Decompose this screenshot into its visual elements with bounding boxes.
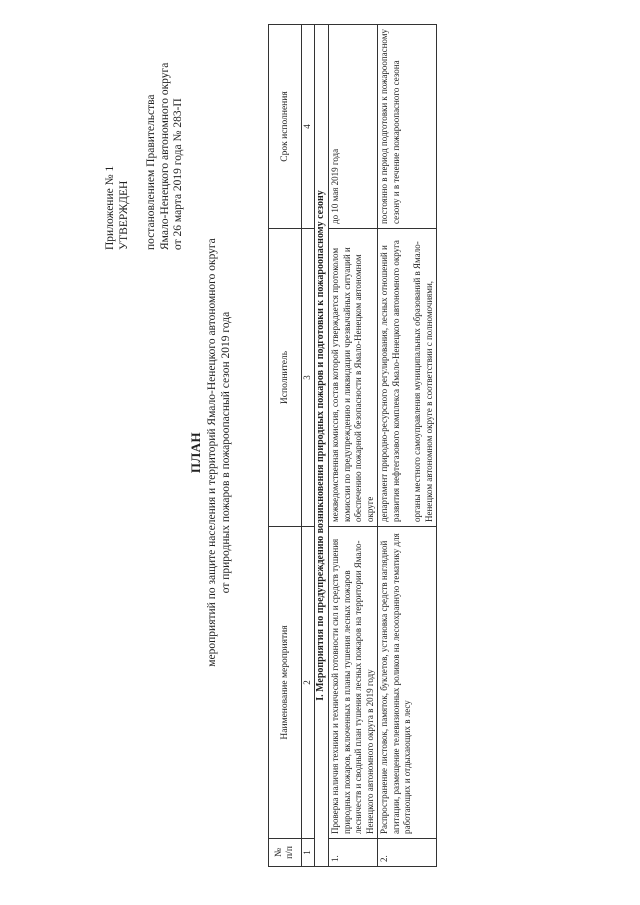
decree-line: Ямало-Ненецкого автономного округа [158,62,171,250]
row-number: 2. [378,839,437,867]
column-number: 2 [302,527,315,839]
executor: органы местного самоуправления муниципальных образований в Ямало-Ненецком автономном округе в соответствии с полномочиями, [412,241,434,522]
deadline: постоянно в период подготовки к пожароопасному сезону и в течение пожароопасного сезона [378,25,437,229]
column-number: 4 [302,25,315,229]
plan-subtitle: от природных пожаров в пожароопасный сезон 2019 года [220,311,232,594]
table-row [378,25,437,867]
table-row [329,25,378,867]
executor-cell [378,229,437,527]
approved-label: УТВЕРЖДЕН [117,180,130,250]
executor: межведомственная комиссия, состав которой утверждается протоколом комиссии по предупреждению и ликвидации чрезвычайных ситуаций и обеспечению пожарной безопасности в Ямало-Ненецком автономном округе [329,229,378,527]
decree-line: постановлением Правительства [145,94,157,250]
plan-title: ПЛАН [188,431,203,474]
section-title: I. Мероприятия по предупреждению возникновения природных пожаров и подготовки к пожароопасному сезону [315,25,329,867]
plan-table [268,24,437,867]
deadline: до 10 мая 2019 года [329,25,378,229]
section-row [315,25,329,867]
activity-name: Проверка наличия техники и технической готовности сил и средств тушения природных пожаров, включенных в планы тушения лесных пожаров лесничеств и сводный план тушения лесных пожаров на территории Ямало-Ненецкого автономного округа в 2019 году [329,527,378,839]
table-header-row [269,25,302,867]
header-num: № п/п [269,839,302,867]
column-number-row [302,25,315,867]
header-deadline: Срок исполнения [269,25,302,229]
decree-line: от 26 марта 2019 года № 283-П [172,98,184,250]
plan-subtitle: мероприятий по защите населения и территорий Ямало-Ненецкого автономного округа [206,238,218,667]
appendix-block [104,10,186,250]
header-name: Наименование мероприятия [269,527,302,839]
header-executor: Исполнитель [269,229,302,527]
appendix-number: Приложение № 1 [104,165,116,250]
column-number: 1 [302,839,315,867]
column-number: 3 [302,229,315,527]
row-number: 1. [329,839,378,867]
executor: департамент природно-ресурсного регулирования, лесных отношений и развития нефтегазового комплекса Ямало-Ненецкого автономного округа [379,240,401,522]
activity-name: Распространение листовок, памяток, буклетов, установка средств наглядной агитации, размещение телевизионных роликов на лесоохранную тематику для работающих и отдыхающих в лесу [378,527,437,839]
